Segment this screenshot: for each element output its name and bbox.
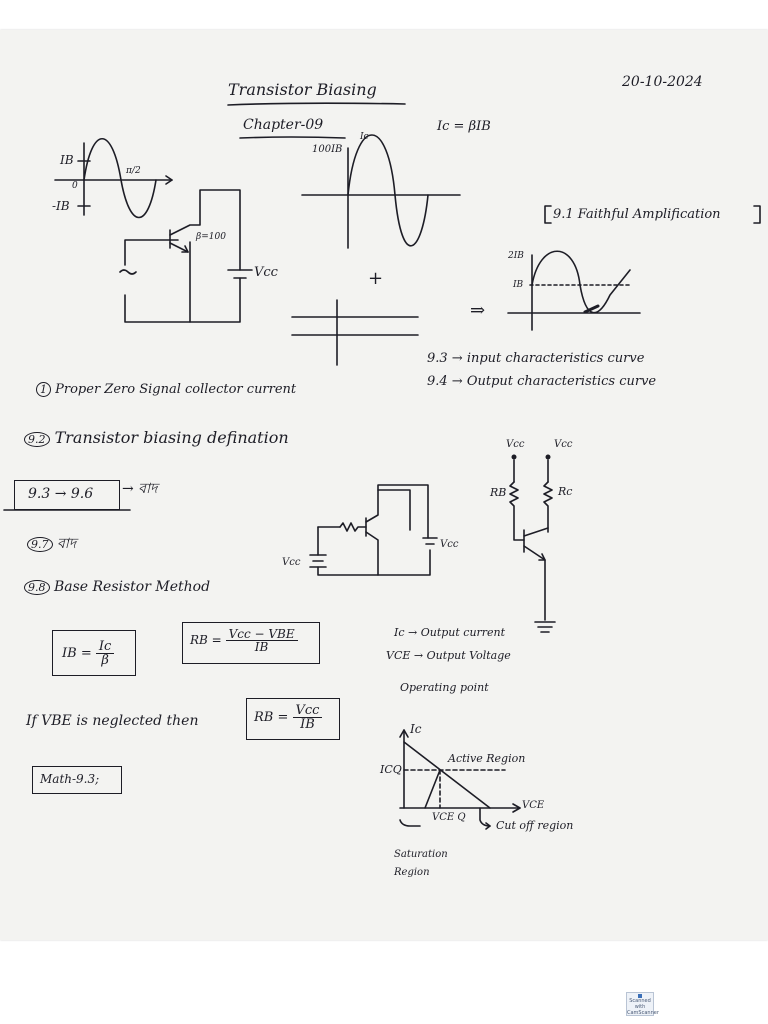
scanner-badge-line2: CamScanner — [627, 1010, 659, 1016]
circuit-3-schematic — [510, 460, 555, 632]
ib-formula-denominator: β — [101, 653, 109, 668]
circuit2-vcc-right: Vcc — [440, 539, 459, 550]
load-line-x-axis-label: VCE — [522, 800, 545, 811]
faithful-amplification-graph — [508, 251, 640, 330]
rb-formula-numerator: Vcc − VBE — [226, 628, 298, 641]
circuit2-vcc-left: Vcc — [282, 557, 301, 568]
circuit3-rb-label: RB — [490, 486, 507, 499]
input-neg-ib-label: -IB — [52, 199, 70, 213]
range-box-text: 9.3 → 9.6 — [28, 486, 94, 502]
vce-definition: VCE → Output Voltage — [386, 649, 511, 662]
saturation-label-2: Region — [394, 867, 430, 878]
rb-simplified-numerator: Vcc — [293, 704, 323, 718]
date-label: 20-10-2024 — [622, 74, 703, 90]
section-98-heading — [24, 580, 210, 595]
ib-formula-lhs: IB = — [62, 646, 92, 661]
rb-formula-fraction — [226, 628, 298, 653]
section-92-heading — [24, 430, 289, 447]
rb-simplified-lhs: RB = — [254, 710, 289, 725]
icq-label: ICQ — [380, 763, 402, 776]
circuit-2-schematic — [310, 485, 437, 575]
rb-formula — [190, 628, 298, 653]
ic-definition: Ic → Output current — [394, 626, 506, 639]
vceq-label: VCE Q — [432, 812, 466, 823]
circuit3-vcc-1: Vcc — [506, 439, 525, 450]
page-title: Transistor Biasing — [228, 80, 377, 99]
range-omitted-note: → বাদ — [122, 481, 158, 497]
rb-simplified-denominator: IB — [300, 717, 315, 732]
math-label: Math-9.3; — [40, 772, 100, 786]
section-97-text: বাদ — [56, 536, 77, 552]
circuit1-vcc-label: Vcc — [254, 265, 278, 280]
load-line-y-axis-label: Ic — [410, 722, 422, 736]
saturation-label-1: Saturation — [394, 849, 448, 860]
section-92-number: 9.2 — [24, 432, 50, 447]
item-1-note — [36, 382, 296, 397]
section-97-heading — [27, 537, 76, 552]
rb-simplified-fraction — [293, 704, 323, 731]
input-origin-label: 0 — [72, 181, 78, 191]
ic-beta-formula: Ic = βIB — [437, 119, 491, 134]
rb-simplified-formula — [254, 704, 322, 731]
output-ic-label: Ic — [360, 132, 369, 142]
section-98-text: Base Resistor Method — [53, 579, 211, 595]
scanner-badge — [626, 992, 659, 1016]
input-pi-label: π/2 — [126, 166, 141, 176]
beta-label: β=100 — [196, 232, 226, 242]
faithful-2ib-label: 2IB — [508, 251, 524, 261]
chapter-label: Chapter-09 — [243, 117, 324, 133]
circuit-1-schematic — [120, 190, 252, 322]
ib-formula-numerator: Ic — [96, 640, 114, 654]
if-vbe-neglected-note: If VBE is neglected then — [26, 713, 199, 729]
ib-formula — [62, 640, 114, 667]
arrow-implies: ⇒ — [470, 300, 486, 321]
operating-point-label: Operating point — [400, 681, 489, 694]
cutoff-region-label: Cut off region — [496, 819, 574, 832]
dc-axis-sketch — [292, 300, 418, 365]
input-curve-note: 9.3 → input characteristics curve — [427, 351, 645, 366]
section-97-number: 9.7 — [27, 537, 53, 552]
item-1-number: 1 — [36, 382, 51, 397]
input-sine-graph — [55, 139, 172, 218]
rb-formula-lhs: RB = — [190, 633, 222, 647]
faithful-ib-label: IB — [513, 280, 524, 290]
input-ib-label: IB — [60, 153, 74, 167]
output-curve-note: 9.4 → Output characteristics curve — [427, 374, 657, 389]
section-92-text: Transistor biasing defination — [54, 428, 289, 447]
section-98-number: 9.8 — [24, 580, 50, 595]
chapter-underline — [240, 137, 345, 138]
title-underline — [228, 103, 405, 105]
active-region-label: Active Region — [448, 752, 526, 765]
plus-sign: + — [368, 268, 384, 289]
circuit3-rc-label: Rc — [558, 485, 573, 498]
output-amplitude-label: 100IB — [312, 144, 343, 155]
section-91-label: 9.1 Faithful Amplification — [553, 207, 721, 222]
ib-formula-fraction — [96, 640, 114, 667]
scanner-badge-line1: Scanned with — [629, 998, 651, 1010]
item-1-text: Proper Zero Signal collector current — [55, 382, 297, 397]
circuit3-vcc-2: Vcc — [554, 439, 573, 450]
rb-formula-denominator: IB — [254, 640, 269, 654]
notebook-page — [0, 30, 768, 940]
